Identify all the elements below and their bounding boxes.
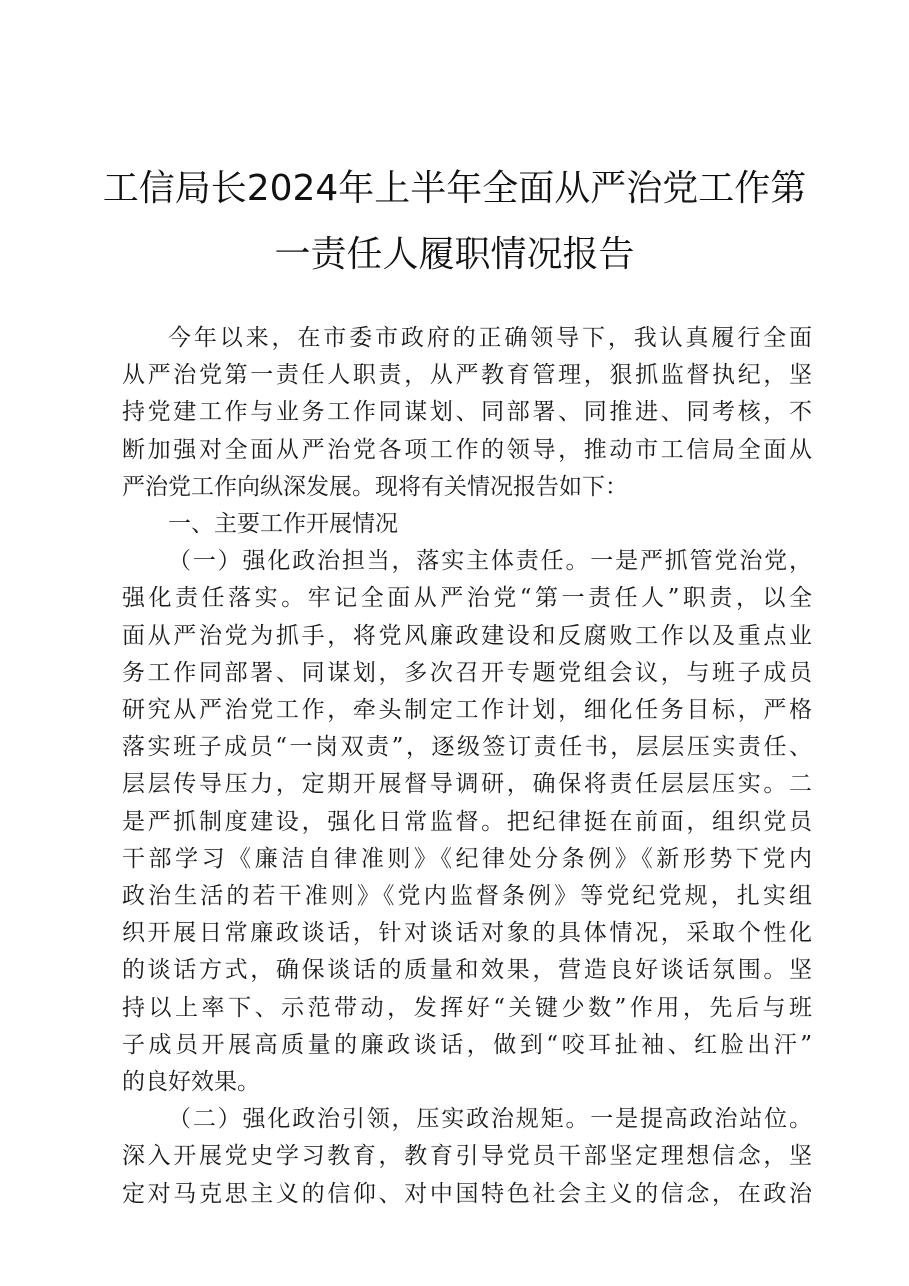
document-title-line-1: 工信局长2024年上半年全面从严治党工作第 [102,168,807,209]
para2-line: 深入开展党史学习教育，教育引导党员干部坚定理想信念，坚 [122,1143,812,1169]
para1-line: （一）强化政治担当，落实主体责任。一是严抓管党治党， [168,548,812,574]
para2-line: （二）强化政治引领，压实政治规矩。一是提高政治站位。 [168,1106,812,1132]
para1-line: 强化责任落实。牢记全面从严治党“第一责任人”职责，以全 [122,585,812,611]
para1-line: 干部学习《廉洁自律准则》《纪律处分条例》《新形势下党内 [122,846,812,872]
intro-line: 持党建工作与业务工作同谋划、同部署、同推进、同考核，不 [122,399,812,425]
para1-line: 织开展日常廉政谈话，针对谈话对象的具体情况，采取个性化 [122,920,812,946]
para1-line: 子成员开展高质量的廉政谈话，做到“咬耳扯袖、红脸出汗” [122,1032,812,1058]
intro-line: 从严治党第一责任人职责，从严教育管理，狠抓监督执纪，坚 [122,362,812,388]
intro-line: 今年以来，在市委市政府的正确领导下，我认真履行全面 [168,325,812,351]
para1-line: 层层传导压力，定期开展督导调研，确保将责任层层压实。二 [122,771,812,797]
para1-line: 务工作同部署、同谋划，多次召开专题党组会议，与班子成员 [122,660,812,686]
para1-line: 政治生活的若干准则》《党内监督条例》等党纪党规，扎实组 [122,883,812,909]
para1-line: 是严抓制度建设，强化日常监督。把纪律挺在前面，组织党员 [122,809,812,835]
para1-line: 面从严治党为抓手，将党风廉政建设和反腐败工作以及重点业 [122,623,812,649]
intro-line: 严治党工作向纵深发展。现将有关情况报告如下： [122,474,628,500]
intro-line: 断加强对全面从严治党各项工作的领导，推动市工信局全面从 [122,437,812,463]
para1-line: 落实班子成员“一岗双责”，逐级签订责任书，层层压实责任、 [122,734,812,760]
para1-line: 的良好效果。 [122,1069,260,1095]
para1-line: 研究从严治党工作，牵头制定工作计划，细化任务目标，严格 [122,697,812,723]
para1-line: 持以上率下、示范带动，发挥好“关键少数”作用，先后与班 [122,995,812,1021]
para2-line: 定对马克思主义的信仰、对中国特色社会主义的信念，在政治 [122,1181,812,1207]
section-heading: 一、主要工作开展情况 [168,511,398,537]
para1-line: 的谈话方式，确保谈话的质量和效果，营造良好谈话氛围。坚 [122,957,812,983]
document-title-line-2: 一责任人履职情况报告 [274,234,635,275]
